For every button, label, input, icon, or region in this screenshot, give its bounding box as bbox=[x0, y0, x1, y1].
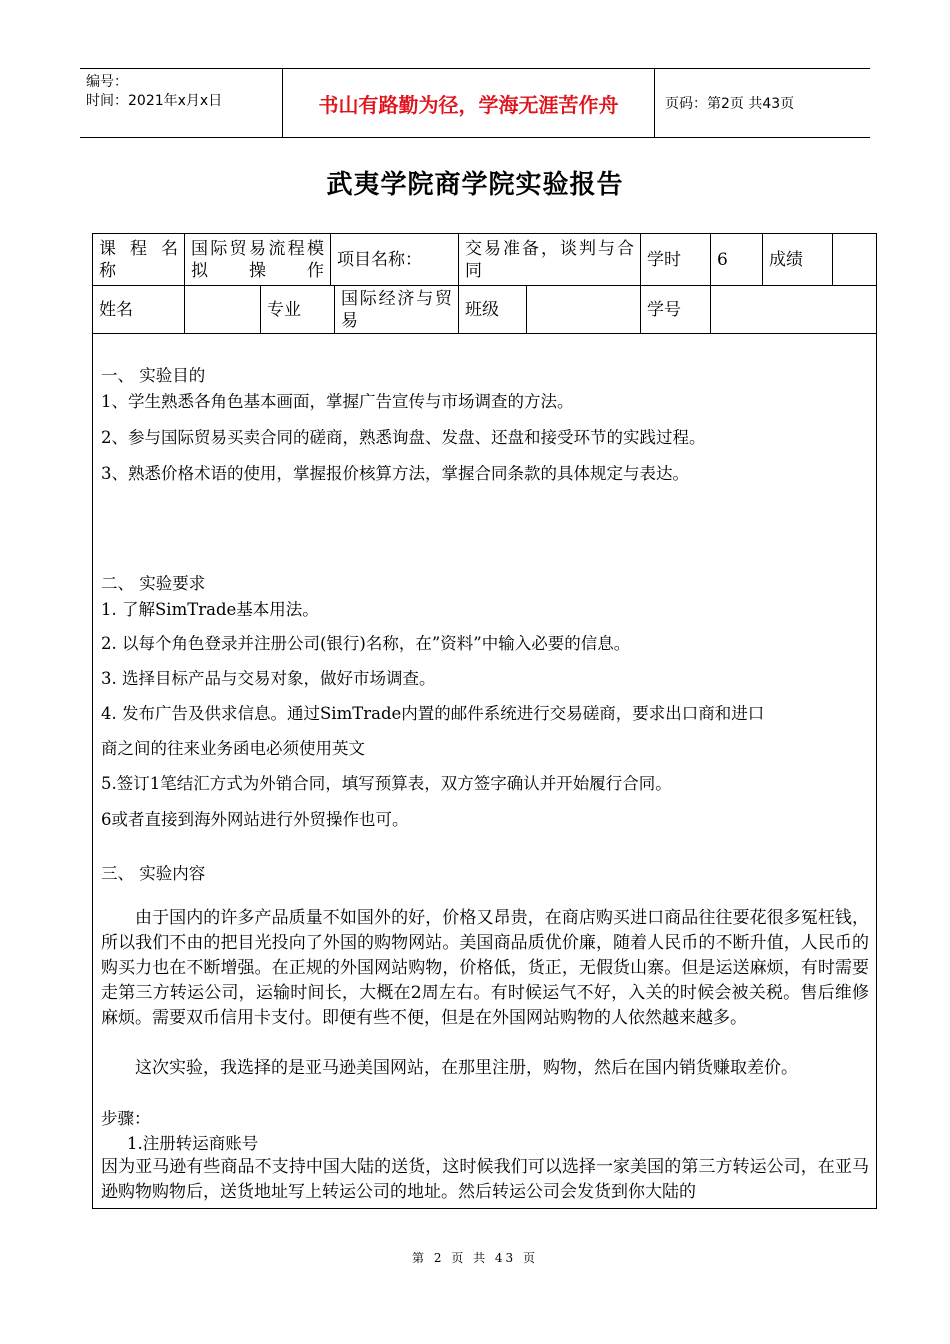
list-item: 1. 了解SimTrade基本用法。 bbox=[101, 600, 319, 619]
class-value bbox=[527, 286, 641, 334]
list-item: 3. 选择目标产品与交易对象，做好市场调查。 bbox=[101, 669, 436, 688]
content-paragraph: 因为亚马逊有些商品不支持中国大陆的送货，这时候我们可以选择一家美国的第三方转运公司，在亚马逊购物购物后，送货地址写上转运公司的地址。然后转运公司会发货到你大陆的 bbox=[101, 1157, 869, 1202]
page-header bbox=[80, 68, 870, 138]
course-value: 国际贸易流程模拟操作 bbox=[185, 234, 331, 286]
number-label: 编号： bbox=[86, 74, 128, 90]
content-paragraph: 由于国内的许多产品质量不如国外的好，价格又昂贵，在商店购买进口商品往往要花很多冤枉钱，所以我们不由的把目光投向了外国的购物网站。美国商品质优价廉，随着人民币的不断升值，人民币的购买力也在不断增强。在正规的外国网站购物，价格低，货正，无假货山寨。但是运送麻烦，有时需要走第三方转运公司，运输时间长，大概在2周左右。有时候运气不好，入关的时候会被关税。售后维修麻烦。需要双币信用卡支付。即便有些不便，但是在外国网站购物的人依然越来越多。 bbox=[101, 908, 869, 1028]
list-item: 4. 发布广告及供求信息。通过SimTrade内置的邮件系统进行交易磋商，要求出口商和进口 bbox=[101, 704, 765, 723]
content-paragraph: 这次实验，我选择的是亚马逊美国网站，在那里注册，购物，然后在国内销货赚取差价。 bbox=[135, 1058, 798, 1078]
section-title: 三、 实验内容 bbox=[101, 864, 206, 883]
list-item: 商之间的往来业务函电必须使用英文 bbox=[101, 739, 365, 758]
id-label: 学号 bbox=[641, 286, 711, 334]
score-value bbox=[833, 234, 876, 286]
section-title: 二、 实验要求 bbox=[101, 574, 206, 593]
date-label: 时间：2021年x月x日 bbox=[86, 93, 223, 109]
report-title: 武夷学院商学院实验报告 bbox=[326, 170, 624, 200]
name-label: 姓名 bbox=[93, 286, 185, 334]
list-item: 5.签订1笔结汇方式为外销合同，填写预算表，双方签字确认并开始履行合同。 bbox=[101, 774, 672, 793]
course-label: 课 程 名 称 bbox=[93, 234, 185, 286]
list-item: 1、学生熟悉各角色基本画面，掌握广告宣传与市场调查的方法。 bbox=[101, 392, 574, 411]
major-value: 国际经济与贸易 bbox=[335, 286, 459, 334]
list-item: 2. 以每个角色登录并注册公司(银行)名称，在”资料”中输入必要的信息。 bbox=[101, 634, 631, 653]
id-value bbox=[711, 286, 876, 334]
step-title: 1.注册转运商账号 bbox=[127, 1134, 259, 1153]
class-label: 班级 bbox=[459, 286, 527, 334]
page-footer: 第 2 页 共 43 页 bbox=[412, 1251, 538, 1265]
hours-value: 6 bbox=[711, 234, 763, 286]
project-value: 交易准备，谈判与合同 bbox=[459, 234, 641, 286]
major-label: 专业 bbox=[261, 286, 335, 334]
page-code: 页码：第2页 共43页 bbox=[665, 96, 795, 112]
report-frame bbox=[92, 233, 877, 1209]
hours-label: 学时 bbox=[641, 234, 711, 286]
project-label: 项目名称： bbox=[331, 234, 459, 286]
header-meta bbox=[80, 69, 282, 137]
section-title: 一、 实验目的 bbox=[101, 366, 206, 385]
steps-label: 步骤： bbox=[101, 1109, 151, 1128]
list-item: 2、参与国际贸易买卖合同的磋商，熟悉询盘、发盘、还盘和接受环节的实践过程。 bbox=[101, 428, 706, 447]
list-item: 6或者直接到海外网站进行外贸操作也可。 bbox=[101, 810, 409, 829]
list-item: 3、熟悉价格术语的使用，掌握报价核算方法，掌握合同条款的具体规定与表达。 bbox=[101, 464, 689, 483]
motto: 书山有路勤为径，学海无涯苦作舟 bbox=[282, 69, 655, 137]
score-label: 成绩 bbox=[763, 234, 833, 286]
name-value bbox=[185, 286, 261, 334]
